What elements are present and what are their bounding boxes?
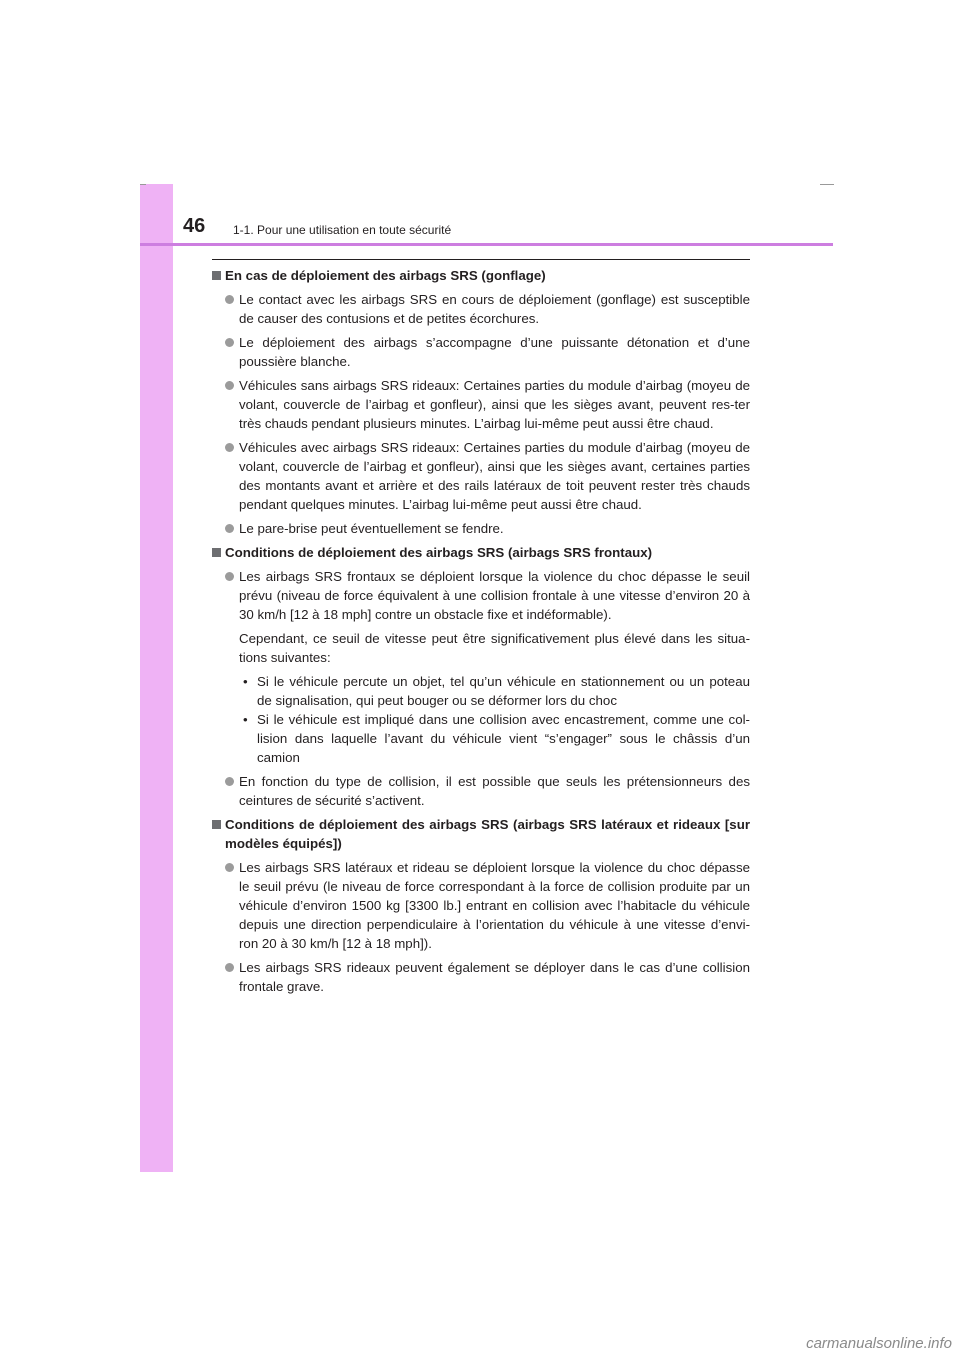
crop-mark-left [140, 184, 146, 185]
dot-bullet-icon: • [243, 712, 248, 727]
circle-bullet-icon [225, 777, 234, 786]
sub-list-item-text: Si le véhicule percute un objet, tel qu’un véhicule en stationnement ou un poteau de signalisation, qui peut bouger ou se déformer lors du choc [257, 674, 750, 708]
list-item-text: Véhicules avec airbags SRS rideaux: Certaines parties du module d’airbag (moyeu de volant, couvercle de l’airbag et gonfleur), ainsi que les sièges avant, certaines parties des montants avant et arrière et des rails latéraux de toit peuvent rester très chauds pendant quelques minutes. L’airbag lui-même peut aussi être chaud. [239, 440, 750, 512]
list-item [212, 772, 750, 810]
square-bullet-icon [212, 548, 221, 557]
list-item-text: Le déploiement des airbags s’accompagne d’une puissante détonation et d’une poussière blanche. [239, 335, 750, 369]
sub-list-item-text: Si le véhicule est impliqué dans une collision avec encastrement, comme une col-lision dans laquelle l’avant du véhicule vient “s’engager” sous le châssis d’un camion [257, 712, 750, 765]
list-item [212, 958, 750, 996]
chapter-sidebar-tab [140, 184, 173, 1172]
section-title: 1-1. Pour une utilisation en toute sécurité [233, 223, 452, 237]
list-item [212, 858, 750, 953]
list-item-text: Véhicules sans airbags SRS rideaux: Certaines parties du module d’airbag (moyeu de volant, couvercle de l’airbag et gonfleur), ainsi que les sièges avant, peuvent res-ter très chauds pendant plusieurs minutes. L’airbag lui-même peut aussi être chaud. [239, 378, 750, 431]
page-number: 46 [183, 215, 206, 237]
watermark-logo: carmanualsonline.info [806, 1335, 952, 1352]
header-rule [140, 243, 833, 246]
square-bullet-icon [212, 271, 221, 280]
sub-list-item [212, 672, 750, 710]
list-item [212, 376, 750, 433]
circle-bullet-icon [225, 338, 234, 347]
list-item [212, 519, 750, 538]
crop-mark-right [820, 184, 834, 185]
circle-bullet-icon [225, 443, 234, 452]
list-item [212, 567, 750, 624]
square-bullet-icon [212, 820, 221, 829]
paragraph: Cependant, ce seuil de vitesse peut être significativement plus élevé dans les situa-tions suivantes: [239, 631, 750, 665]
list-item [212, 290, 750, 328]
circle-bullet-icon [225, 381, 234, 390]
list-item-text: Les airbags SRS frontaux se déploient lorsque la violence du choc dépasse le seuil prévu (niveau de force équivalent à une collision frontale à une vitesse d’environ 20 à 30 km/h [12 à 18 mph] contre un obstacle fixe et indéformable). [239, 569, 750, 622]
circle-bullet-icon [225, 572, 234, 581]
list-item [212, 333, 750, 371]
section-heading-text: En cas de déploiement des airbags SRS (gonflage) [225, 268, 546, 283]
section-heading-text: Conditions de déploiement des airbags SRS (airbags SRS latéraux et rideaux [sur modèles équipés]) [225, 817, 750, 851]
list-item-text: Les airbags SRS rideaux peuvent également se déployer dans le cas d’une collision frontale grave. [239, 960, 750, 994]
circle-bullet-icon [225, 863, 234, 872]
list-item [212, 438, 750, 514]
list-item-text: Le contact avec les airbags SRS en cours de déploiement (gonflage) est susceptible de causer des contusions et de petites écorchures. [239, 292, 750, 326]
sub-list-item [212, 710, 750, 767]
page-content [212, 266, 750, 1001]
section-heading [212, 266, 750, 285]
section-heading [212, 543, 750, 562]
list-item-text: En fonction du type de collision, il est possible que seuls les prétensionneurs des ceintures de sécurité s’activent. [239, 774, 750, 808]
content-top-rule [212, 259, 750, 260]
list-item-text: Les airbags SRS latéraux et rideau se déploient lorsque la violence du choc dépasse le seuil prévu (le niveau de force correspondant à la force de collision produite par un véhicule d’environ 1500 kg [3300 lb.] entrant en collision avec l’habitacle du véhicule depuis une direction perpendiculaire à l’orientation du véhicule à une vitesse d’envi-ron 20 à 30 km/h [12 à 18 mph]). [239, 860, 750, 951]
circle-bullet-icon [225, 524, 234, 533]
section-heading-text: Conditions de déploiement des airbags SRS (airbags SRS frontaux) [225, 545, 653, 560]
circle-bullet-icon [225, 963, 234, 972]
circle-bullet-icon [225, 295, 234, 304]
list-item-text: Le pare-brise peut éventuellement se fendre. [239, 521, 504, 536]
section-heading [212, 815, 750, 853]
dot-bullet-icon: • [243, 674, 248, 689]
